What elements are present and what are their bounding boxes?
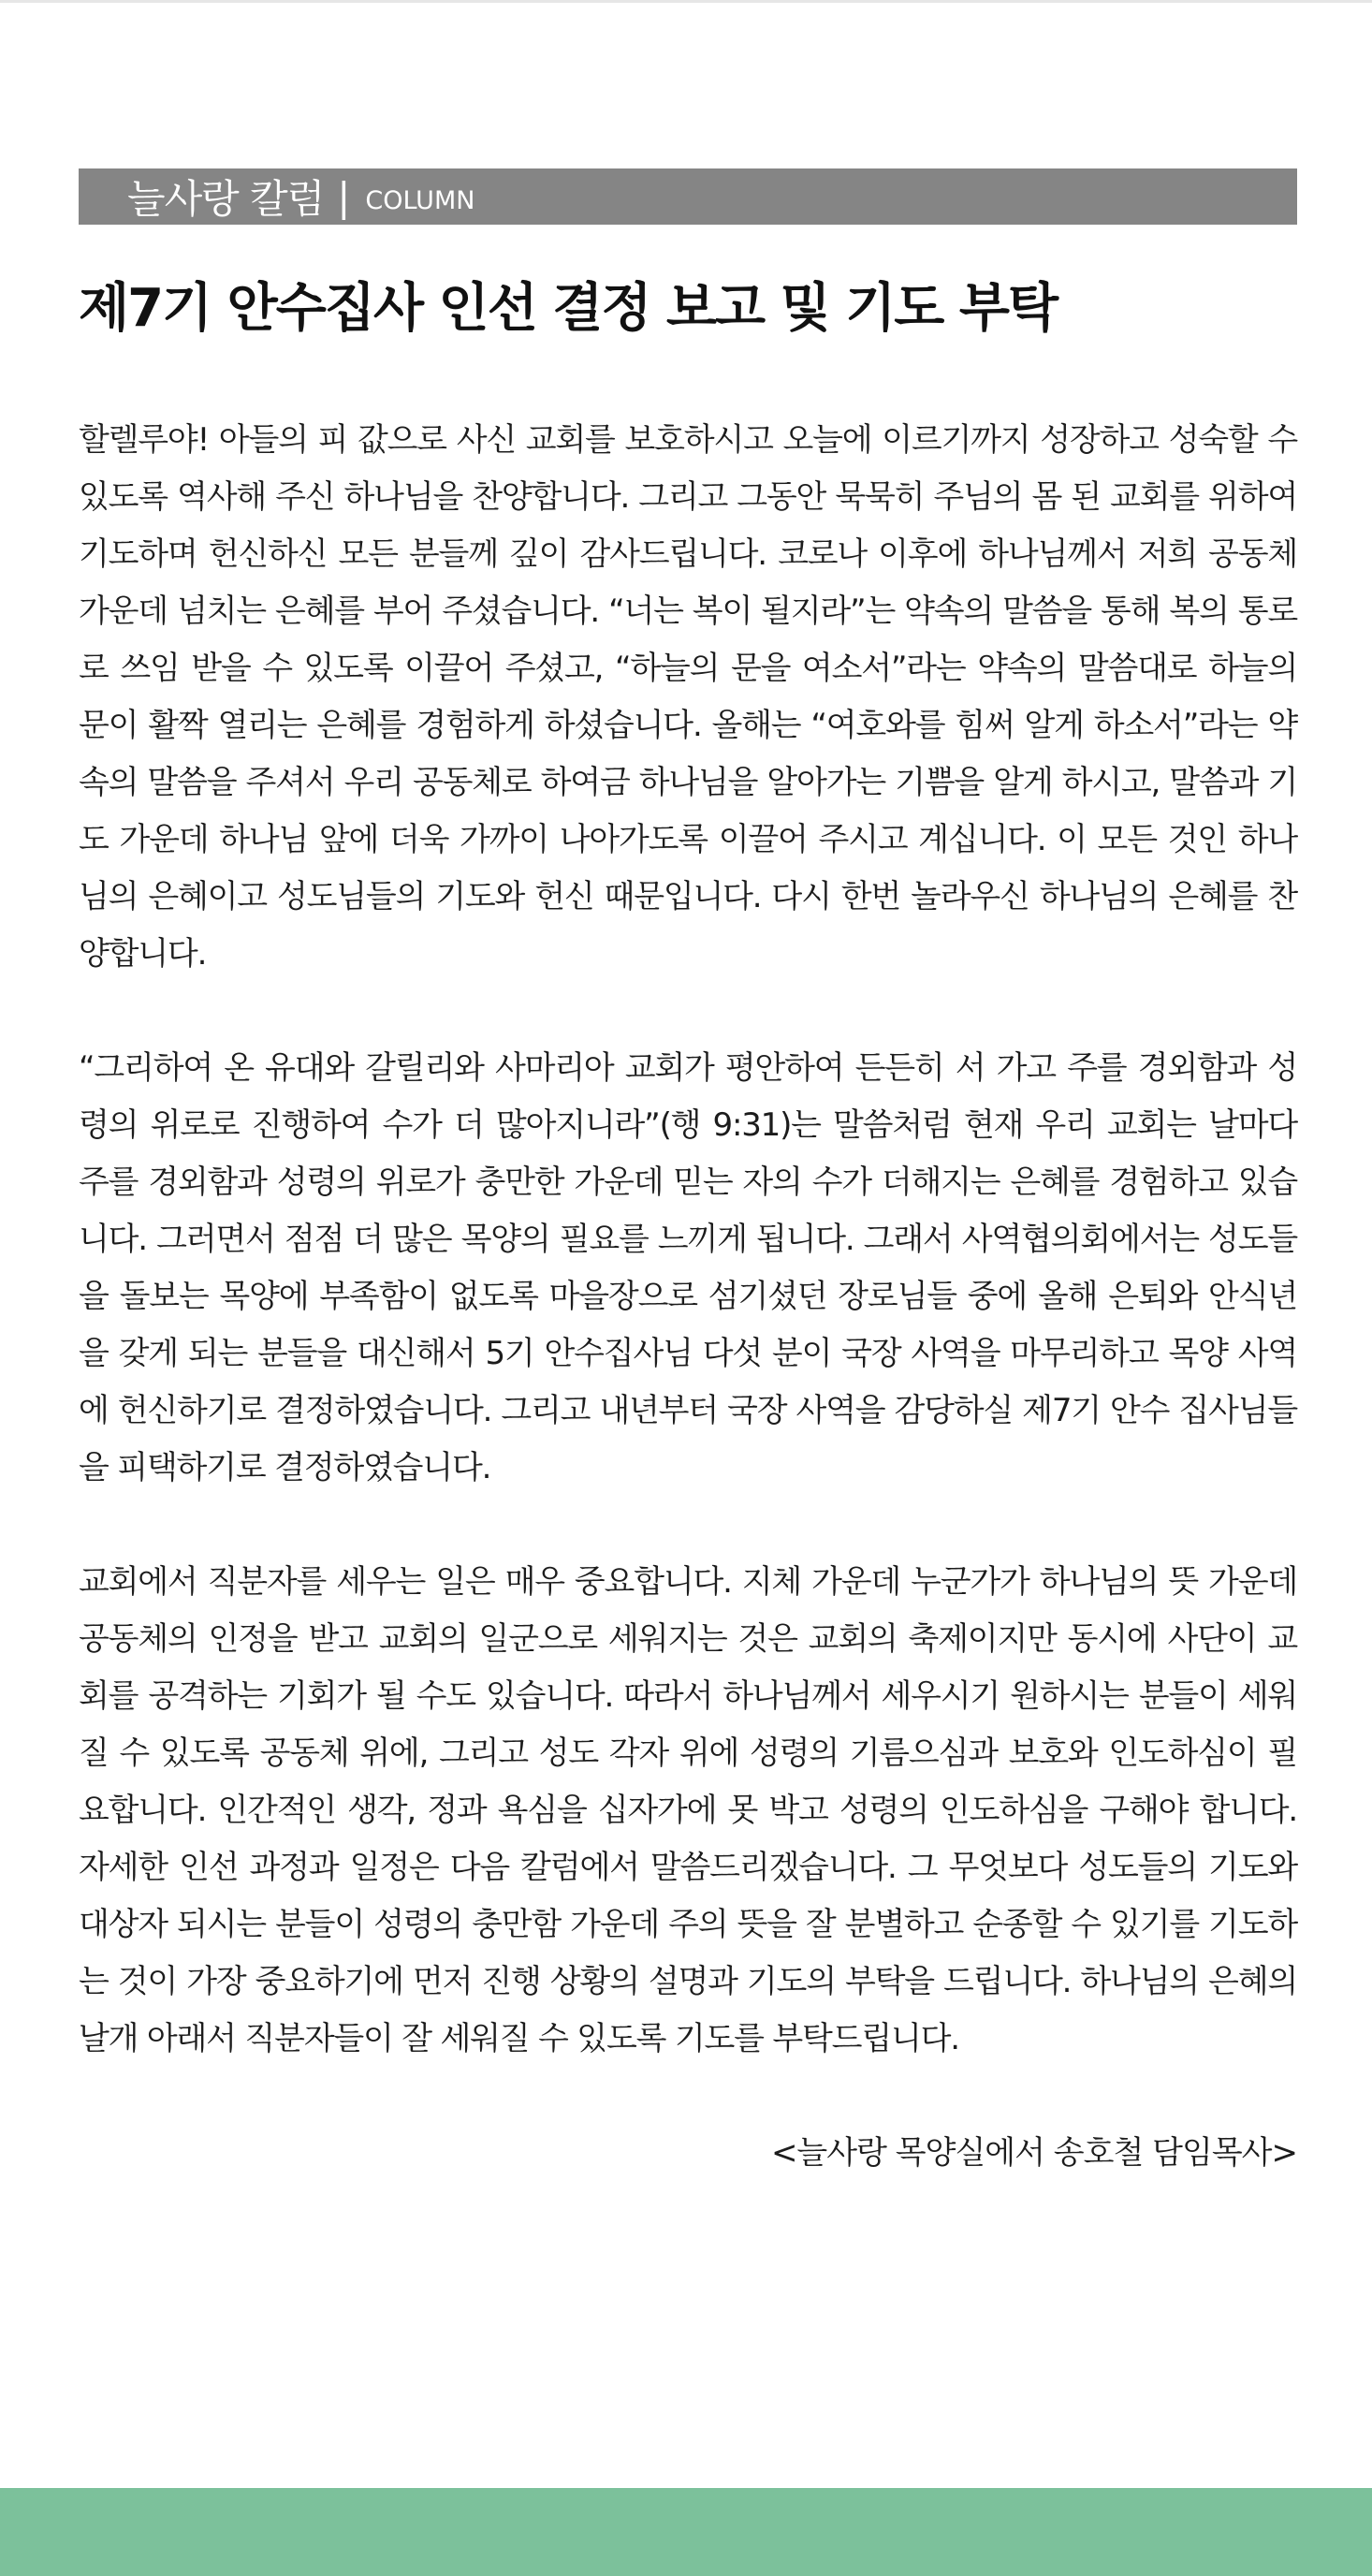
section-separator: | — [337, 173, 351, 220]
section-header-bar — [79, 168, 1297, 225]
article-body — [79, 412, 1297, 2182]
section-subtitle: COLUMN — [365, 185, 475, 215]
footer-band — [0, 2488, 1372, 2576]
article-paragraph-1: 할렐루야! 아들의 피 값으로 사신 교회를 보호하시고 오늘에 이르기까지 성장하고 성숙할 수 있도록 역사해 주신 하나님을 찬양합니다. 그리고 그동안 묵묵히 주님의 몸 된 교회를 위하여 기도하며 헌신하신 모든 분들께 깊이 감사드립니다. 코로나 이후에 하나님께서 저희 공동체 가운데 넘치는 은혜를 부어 주셨습니다. “너는 복이 될지라”는 약속의 말씀을 통해 복의 통로로 쓰임 받을 수 있도록 이끌어 주셨고, “하늘의 문을 여소서”라는 약속의 말씀대로 하늘의 문이 활짝 열리는 은혜를 경험하게 하셨습니다. 올해는 “여호와를 힘써 알게 하소서”라는 약속의 말씀을 주셔서 우리 공동체로 하여금 하나님을 알아가는 기쁨을 알게 하시고, 말씀과 기도 가운데 하나님 앞에 더욱 가까이 나아가도록 이끌어 주시고 계십니다. 이 모든 것인 하나님의 은혜이고 성도님들의 기도와 헌신 때문입니다. 다시 한번 놀라우신 하나님의 은혜를 찬양합니다. — [79, 421, 1297, 973]
article-title: 제7기 안수집사 인선 결정 보고 및 기도 부탁 — [79, 278, 1058, 339]
section-title: 늘사랑 칼럼 — [127, 176, 325, 222]
article-paragraph-2: “그리하여 온 유대와 갈릴리와 사마리아 교회가 평안하여 든든히 서 가고 주를 경외함과 성령의 위로로 진행하여 수가 더 많아지니라”(행 9:31)는 말씀처럼 현재 우리 교회는 날마다 주를 경외함과 성령의 위로가 충만한 가운데 믿는 자의 수가 더해지는 은혜를 경험하고 있습니다. 그러면서 점점 더 많은 목양의 필요를 느끼게 됩니다. 그래서 사역협의회에서는 성도들을 돌보는 목양에 부족함이 없도록 마을장으로 섬기셨던 장로님들 중에 올해 은퇴와 안식년을 갖게 되는 분들을 대신해서 5기 안수집사님 다섯 분이 국장 사역을 마무리하고 목양 사역에 헌신하기로 결정하였습니다. 그리고 내년부터 국장 사역을 감당하실 제7기 안수 집사님들을 피택하기로 결정하였습니다. — [79, 1049, 1297, 1486]
author-signature: <늘사랑 목양실에서 송호철 담임목사> — [770, 2134, 1297, 2172]
top-divider — [0, 0, 1372, 3]
article-paragraph-3: 교회에서 직분자를 세우는 일은 매우 중요합니다. 지체 가운데 누군가가 하나님의 뜻 가운데 공동체의 인정을 받고 교회의 일군으로 세워지는 것은 교회의 축제이지만 동시에 사단이 교회를 공격하는 기회가 될 수도 있습니다. 따라서 하나님께서 세우시기 원하시는 분들이 세워질 수 있도록 공동체 위에, 그리고 성도 각자 위에 성령의 기름으심과 보호와 인도하심이 필요합니다. 인간적인 생각, 정과 욕심을 십자가에 못 박고 성령의 인도하심을 구해야 합니다. 자세한 인선 과정과 일정은 다음 칼럼에서 말씀드리겠습니다. 그 무엇보다 성도들의 기도와 대상자 되시는 분들이 성령의 충만함 가운데 주의 뜻을 잘 분별하고 순종할 수 있기를 기도하는 것이 가장 중요하기에 먼저 진행 상황의 설명과 기도의 부탁을 드립니다. 하나님의 은혜의 날개 아래서 직분자들이 잘 세워질 수 있도록 기도를 부탁드립니다. — [79, 1563, 1297, 2057]
